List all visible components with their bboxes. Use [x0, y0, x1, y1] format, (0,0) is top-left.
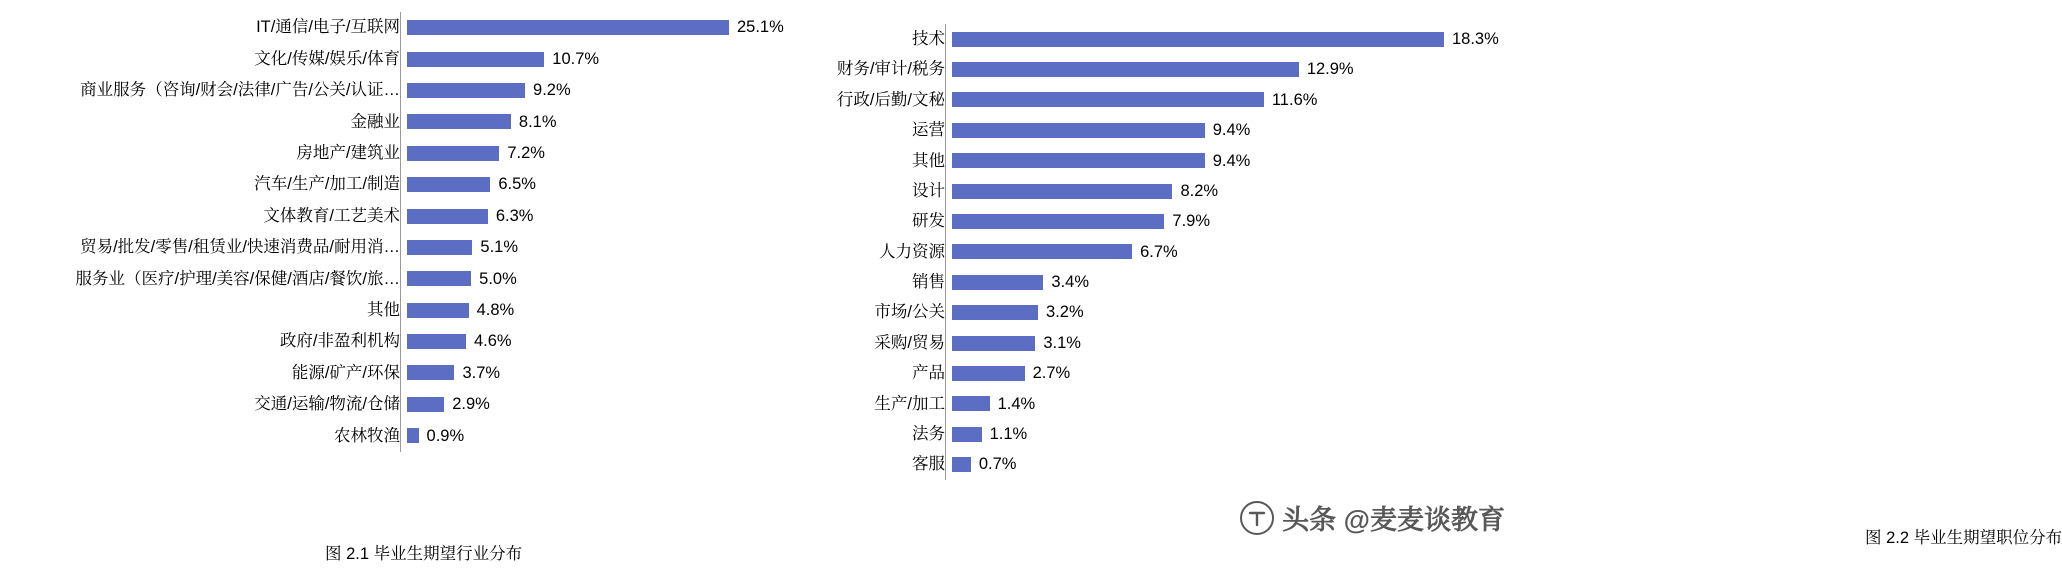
bar-category-label: 农林牧渔: [334, 426, 400, 445]
bar-row: [800, 298, 1523, 328]
bar-row: [800, 328, 1523, 358]
bar: [407, 114, 511, 129]
bar: [952, 396, 990, 411]
bar-row: [800, 176, 1523, 206]
bar-row: [800, 115, 1523, 145]
bar: [952, 123, 1205, 138]
bar-area: [407, 357, 800, 388]
bar-area: [952, 24, 1523, 54]
bar-category-label: 财务/审计/税务: [836, 60, 945, 79]
bar: [407, 177, 490, 192]
bar-value-label: 3.7%: [462, 363, 501, 382]
bar-area: [952, 449, 1523, 479]
bar-value-label: 2.7%: [1032, 364, 1071, 383]
bar: [952, 92, 1264, 107]
bar-category-label: 金融业: [350, 112, 400, 131]
bar-row: [800, 146, 1523, 176]
bar-category-label: 贸易/批发/零售/租赁业/快速消费品/耐用消…: [80, 238, 400, 257]
bar-row: [800, 389, 1523, 419]
bar-row: [0, 420, 800, 451]
bar-row: [0, 357, 800, 388]
bar: [407, 83, 525, 98]
bar: [407, 209, 488, 224]
bar: [952, 62, 1299, 77]
bar-row: [0, 138, 800, 169]
bar-category-label: 生产/加工: [874, 394, 945, 413]
bar: [952, 153, 1205, 168]
bar-category-label: 文体教育/工艺美术: [263, 206, 400, 225]
bar-category-label: 其他: [367, 300, 400, 319]
bar: [952, 244, 1132, 259]
bar-area: [407, 200, 800, 231]
bar-value-label: 5.1%: [480, 238, 519, 257]
bar-category-label: 能源/矿产/环保: [291, 363, 400, 382]
bar-value-label: 7.9%: [1172, 212, 1210, 231]
bar-value-label: 25.1%: [737, 18, 784, 37]
bar-value-label: 9.4%: [1212, 121, 1251, 140]
bar-category-label: 房地产/建筑业: [296, 144, 400, 162]
bar-value-label: 2.9%: [452, 395, 490, 414]
bar-rows-industry: [0, 12, 800, 451]
watermark-text: 头条 @麦麦谈教育: [1282, 505, 1505, 535]
bar-area: [407, 75, 800, 106]
bar-row: [0, 12, 800, 43]
bar-area: [952, 389, 1523, 419]
bar-category-label: 人力资源: [879, 242, 945, 261]
bar-value-label: 0.7%: [978, 455, 1017, 474]
chart-panel-industry: [0, 0, 800, 568]
bar-value-label: 10.7%: [552, 49, 600, 68]
bar-category-label: 设计: [912, 181, 945, 200]
bar-area: [952, 54, 1523, 84]
bar: [407, 397, 444, 412]
bar-area: [407, 106, 800, 137]
bar-area: [407, 263, 800, 294]
bar-row: [800, 419, 1523, 449]
bar-area: [952, 85, 1523, 115]
bar-category-label: 服务业（医疗/护理/美容/保健/酒店/餐饮/旅…: [75, 269, 400, 288]
bar-area: [952, 298, 1523, 328]
bar-area: [952, 176, 1523, 206]
bar-value-label: 8.2%: [1180, 181, 1219, 200]
bar-category-label: 汽车/生产/加工/制造: [254, 175, 400, 194]
bar-row: [800, 85, 1523, 115]
bar-value-label: 0.9%: [426, 426, 465, 445]
bar-category-label: 商业服务（咨询/财会/法律/广告/公关/认证…: [80, 81, 400, 100]
bar-value-label: 12.9%: [1306, 60, 1354, 79]
bar-row: [0, 326, 800, 357]
bar-value-label: 3.2%: [1046, 303, 1084, 322]
bar-area: [952, 146, 1523, 176]
bar-area: [952, 115, 1523, 145]
bar: [952, 305, 1038, 320]
bar-area: [407, 169, 800, 200]
bar-row: [0, 75, 800, 106]
bar: [952, 32, 1444, 47]
figure-caption-2-2: 图 2.2 毕业生期望职位分布: [1865, 529, 2062, 547]
bar-value-label: 1.4%: [997, 394, 1036, 413]
bar-area: [407, 12, 800, 43]
bar-value-label: 6.7%: [1140, 242, 1178, 261]
bar-row: [800, 206, 1523, 236]
bar-category-label: 行政/后勤/文秘: [836, 90, 945, 109]
bar-row: [800, 358, 1523, 388]
bar-value-label: 6.3%: [495, 206, 534, 225]
bar-area: [407, 138, 800, 169]
bar-row: [0, 232, 800, 263]
bar-category-label: 文化/传媒/娱乐/体育: [254, 49, 400, 68]
bar-area: [952, 237, 1523, 267]
figure-caption-2-1: 图 2.1 毕业生期望行业分布: [325, 545, 523, 563]
bar-category-label: 运营: [912, 121, 945, 140]
bar: [952, 275, 1043, 290]
bar-category-label: 技术: [912, 29, 945, 48]
bar-value-label: 4.8%: [476, 300, 515, 319]
bar-category-label: 研发: [912, 212, 945, 231]
bar: [407, 240, 472, 255]
bar-category-label: 销售: [912, 273, 945, 292]
bar: [407, 303, 469, 318]
bar-row: [800, 24, 1523, 54]
bar-rows-position: [800, 24, 1523, 480]
bar: [407, 146, 499, 161]
bar-area: [407, 326, 800, 357]
bar-value-label: 3.4%: [1051, 273, 1090, 292]
bar-category-label: 采购/贸易: [874, 333, 945, 352]
bar-row: [0, 200, 800, 231]
bar-row: [0, 389, 800, 420]
bar: [407, 428, 419, 443]
bar-area: [407, 389, 800, 420]
bar-area: [952, 206, 1523, 236]
bar-value-label: 9.2%: [533, 81, 571, 100]
bar-value-label: 7.2%: [507, 144, 545, 162]
bar-category-label: IT/通信/电子/互联网: [256, 18, 400, 37]
bar: [952, 184, 1172, 199]
bar-row: [800, 237, 1523, 267]
bar-area: [407, 232, 800, 263]
bar-category-label: 政府/非盈利机构: [279, 332, 400, 351]
bar: [407, 20, 729, 35]
bar-area: [952, 358, 1523, 388]
bar-value-label: 1.1%: [989, 425, 1028, 444]
bar: [952, 427, 982, 442]
bar: [952, 457, 971, 472]
bar-category-label: 其他: [912, 151, 945, 170]
bar-value-label: 4.6%: [474, 332, 512, 351]
bar-area: [407, 295, 800, 326]
toutiao-logo-icon: [1240, 501, 1274, 535]
bar-row: [800, 54, 1523, 84]
bar: [407, 365, 454, 380]
bar: [407, 271, 471, 286]
bar-value-label: 11.6%: [1271, 90, 1318, 109]
bar: [407, 334, 466, 349]
bar-area: [407, 420, 800, 451]
bar-area: [952, 328, 1523, 358]
bar-category-label: 市场/公关: [874, 303, 945, 322]
bar: [952, 336, 1035, 351]
bar-row: [800, 267, 1523, 297]
bar-category-label: 交通/运输/物流/仓储: [254, 395, 400, 414]
bar-value-label: 9.4%: [1212, 151, 1251, 170]
bar-category-label: 产品: [912, 364, 945, 383]
bar: [952, 214, 1164, 229]
bar: [952, 366, 1025, 381]
bar-value-label: 6.5%: [498, 175, 536, 194]
bar-value-label: 5.0%: [479, 269, 517, 288]
bar-area: [407, 43, 800, 74]
bar-row: [0, 169, 800, 200]
watermark: [1240, 498, 1505, 537]
bar-category-label: 客服: [912, 455, 945, 474]
bar-value-label: 3.1%: [1043, 333, 1081, 352]
bar-row: [0, 263, 800, 294]
bar-category-label: 法务: [912, 425, 945, 444]
bar-area: [952, 419, 1523, 449]
bar-value-label: 8.1%: [518, 112, 557, 131]
bar-value-label: 18.3%: [1452, 29, 1499, 48]
bar-row: [800, 449, 1523, 479]
bar-area: [952, 267, 1523, 297]
bar-row: [0, 295, 800, 326]
bar-row: [0, 43, 800, 74]
bar-row: [0, 106, 800, 137]
chart-panel-position: [800, 0, 2062, 568]
bar: [407, 52, 544, 67]
